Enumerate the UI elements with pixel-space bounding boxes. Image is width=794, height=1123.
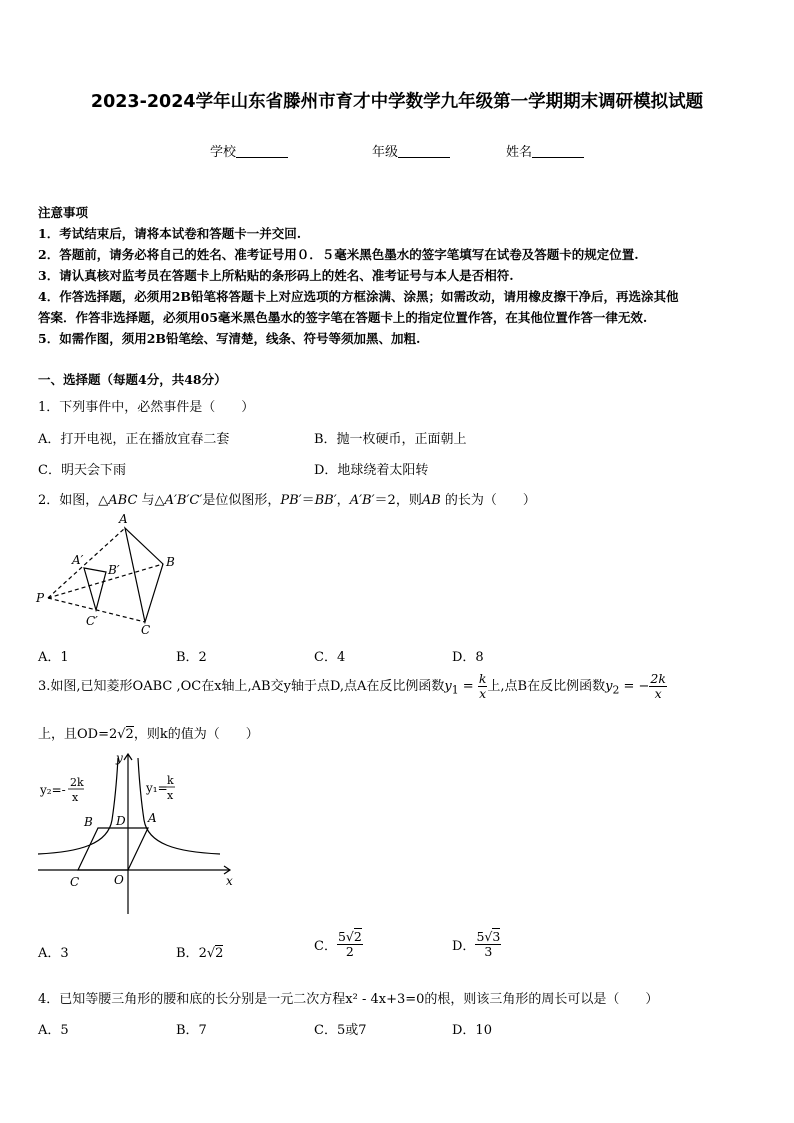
q2-text: 与△ bbox=[137, 493, 165, 508]
fraction: $\frac{5√3}{3}$ bbox=[476, 929, 501, 959]
label-c: C bbox=[141, 623, 151, 637]
label-c: C bbox=[70, 875, 80, 889]
q3-y2-sub: 2 bbox=[612, 683, 620, 697]
grade-field bbox=[372, 141, 450, 160]
coef: 5 bbox=[337, 929, 346, 944]
ray-pb bbox=[48, 564, 163, 598]
q3-sqrt-radicand: 2 bbox=[125, 727, 134, 742]
question-3-line2 bbox=[38, 723, 259, 742]
q3-figure bbox=[30, 748, 245, 918]
notes-item: 1．考试结束后，请将本试卷和答题卡一并交回. bbox=[38, 226, 302, 241]
q4-option-c: C．5或7 bbox=[314, 1023, 367, 1038]
q2-text: ＝2，则 bbox=[374, 493, 422, 508]
q2-ab-prime: A′B′ bbox=[349, 493, 375, 508]
label-a: A bbox=[119, 512, 128, 526]
label-y2-num: 2k bbox=[70, 776, 84, 789]
notes-item: 答案．作答非选择题，必须用05毫米黑色墨水的签字笔在答题卡上的指定位置作答，在其他位置作答一律无效. bbox=[38, 310, 648, 325]
q1-option-c: C．明天会下雨 bbox=[38, 463, 126, 478]
fraction-denominator: x bbox=[654, 686, 662, 701]
label-y2: y₂=- bbox=[40, 783, 66, 797]
fraction-numerator: k bbox=[478, 671, 487, 686]
q1-option-b: B．抛一枚硬币，正面朝上 bbox=[314, 432, 467, 447]
label-p: P bbox=[36, 591, 45, 605]
option-letter: D． bbox=[452, 939, 476, 954]
q2-pb-prime: PB′ bbox=[280, 493, 302, 508]
q3-fraction-k-x bbox=[478, 672, 488, 701]
q2-option-b: B．2 bbox=[176, 650, 207, 665]
q2-figure bbox=[30, 510, 190, 640]
label-y1-den: x bbox=[167, 789, 174, 802]
q3-text: 3.如图,已知菱形OABC ,OC在x轴上,AB交y轴于点D,点A在反比例函数 bbox=[38, 679, 445, 694]
school-blank bbox=[236, 145, 288, 158]
school-label: 学校 bbox=[210, 145, 237, 160]
grade-blank bbox=[398, 145, 450, 158]
fraction-denominator: x bbox=[479, 686, 487, 701]
triangle-abc bbox=[125, 528, 163, 622]
fraction: $\frac{5√2}{2}$ bbox=[337, 929, 362, 959]
question-4-stem: 4．已知等腰三角形的腰和底的长分别是一元二次方程x² - 4x+3=0的根，则该三角形的周长可以是（ ） bbox=[38, 992, 659, 1007]
q2-text: 的长为（ ） bbox=[440, 493, 536, 508]
label-y2-den: x bbox=[72, 791, 79, 804]
label-b-prime: B′ bbox=[108, 563, 120, 577]
q3-y1-sub: 1 bbox=[451, 683, 459, 697]
sqrt-symbol: √ bbox=[206, 946, 216, 961]
q2-option-c: C．4 bbox=[314, 650, 346, 665]
q3-text: 上，且OD=2 bbox=[38, 727, 118, 742]
fraction-numerator: 2k bbox=[650, 671, 666, 686]
notes-item: 4．作答选择题，必须用2B铅笔将答题卡上对应选项的方框涂满、涂黑；如需改动，请用橡皮擦干净后，再选涂其他 bbox=[38, 289, 679, 304]
question-2-stem bbox=[38, 489, 536, 508]
q1-option-a: A．打开电视，正在播放宜春二套 bbox=[38, 432, 230, 447]
label-a-prime: A′ bbox=[72, 553, 84, 567]
coef: 2 bbox=[198, 946, 207, 961]
option-letter: C． bbox=[314, 939, 337, 954]
label-b: B bbox=[166, 555, 175, 569]
q2-text: ＝ bbox=[301, 493, 315, 508]
q3-option-b bbox=[176, 942, 223, 961]
label-y1: y₁= bbox=[146, 781, 168, 795]
q3-text: ，则k的值为（ ） bbox=[133, 727, 259, 742]
q3-option-d bbox=[452, 930, 501, 959]
q2-text: 是位似图形， bbox=[202, 493, 281, 508]
q3-text: 上,点B在反比例函数 bbox=[487, 679, 606, 694]
label-y1-num: k bbox=[167, 774, 174, 787]
label-a: A bbox=[148, 811, 157, 825]
name-blank bbox=[532, 145, 584, 158]
q2-triangle-abc: ABC bbox=[108, 493, 138, 508]
notes-item: 5．如需作图，须用2B铅笔绘、写清楚，线条、符号等须加黑、加粗. bbox=[38, 331, 421, 346]
radicand: 3 bbox=[492, 929, 501, 944]
label-o: O bbox=[114, 873, 124, 887]
q2-triangle-abc-prime: A′B′C′ bbox=[164, 493, 203, 508]
label-c-prime: C′ bbox=[86, 614, 98, 628]
fraction-denominator: 3 bbox=[484, 944, 493, 959]
fraction-denominator: 2 bbox=[345, 944, 354, 959]
q4-option-b: B．7 bbox=[176, 1023, 207, 1038]
school-field bbox=[210, 141, 288, 160]
q2-option-d: D．8 bbox=[452, 650, 484, 665]
q3-text: = − bbox=[619, 679, 650, 694]
q2-text: 2．如图，△ bbox=[38, 493, 109, 508]
rhombus-oabc bbox=[78, 828, 148, 870]
grade-label: 年级 bbox=[372, 145, 399, 160]
q3-fraction-2k-x bbox=[649, 672, 667, 701]
label-d: D bbox=[116, 814, 126, 828]
q4-option-d: D．10 bbox=[452, 1023, 492, 1038]
question-1-stem: 1．下列事件中，必然事件是（ ） bbox=[38, 400, 255, 415]
name-field bbox=[506, 141, 584, 160]
page-title: 2023-2024学年山东省滕州市育才中学数学九年级第一学期期末调研模拟试题 bbox=[90, 92, 704, 112]
question-3-stem bbox=[38, 672, 667, 706]
label-y-axis: y bbox=[116, 751, 123, 765]
notes-item: 2．答题前，请务必将自己的姓名、准考证号用０．５毫米黑色墨水的签字笔填写在试卷及答题卡的规定位置. bbox=[38, 247, 639, 262]
q1-option-d: D．地球绕着太阳转 bbox=[314, 463, 429, 478]
q2-bb-prime: BB′ bbox=[314, 493, 337, 508]
curve-y1 bbox=[138, 758, 220, 854]
q3-text: = bbox=[458, 679, 478, 694]
q3-y2: y bbox=[605, 679, 613, 694]
notes-item: 3．请认真核对监考员在答题卡上所粘贴的条形码上的姓名、准考证号与本人是否相符. bbox=[38, 268, 514, 283]
sqrt-symbol: √ bbox=[117, 727, 126, 742]
label-x-axis: x bbox=[226, 874, 233, 888]
radicand: 2 bbox=[353, 929, 362, 944]
q3-option-c bbox=[314, 930, 363, 959]
q3-y1: y bbox=[444, 679, 452, 694]
label-b: B bbox=[84, 815, 93, 829]
name-label: 姓名 bbox=[506, 145, 533, 160]
notes-heading: 注意事项 bbox=[38, 205, 89, 220]
coef: 5 bbox=[476, 929, 485, 944]
q3-option-a: A．3 bbox=[38, 946, 69, 961]
q4-option-a: A．5 bbox=[38, 1023, 69, 1038]
q2-option-a: A．1 bbox=[38, 650, 69, 665]
section-heading: 一、选择题（每题4分，共48分） bbox=[38, 372, 227, 387]
option-letter: B． bbox=[176, 946, 199, 961]
triangle-abc-prime bbox=[84, 568, 106, 610]
radicand: 2 bbox=[215, 946, 224, 961]
curve-y2 bbox=[38, 758, 118, 854]
q2-ab: AB bbox=[421, 493, 441, 508]
q2-text: ， bbox=[336, 493, 350, 508]
